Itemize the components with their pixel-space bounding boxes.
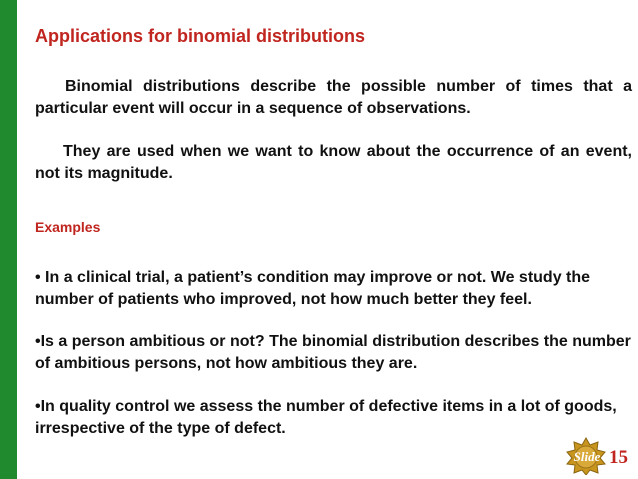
slide-title: Applications for binomial distributions xyxy=(35,26,366,46)
example-item-quality-control: •In quality control we assess the number of defective items in a lot of goods, irrespective of the type of defect. xyxy=(35,398,617,437)
example-item-clinical-trial: • In a clinical trial, a patient’s condition may improve or not. We study the number of patients who improved, not how much better they feel. xyxy=(35,269,591,308)
paragraph-usage: They are used when we want to know about the occurrence of an event, not its magnitude. xyxy=(35,143,632,182)
slide-badge-label: Slide xyxy=(573,449,601,464)
examples-heading: Examples xyxy=(35,219,101,235)
paragraph-definition: Binomial distributions describe the possible number of times that a particular event will occur in a sequence of observations. xyxy=(35,78,632,117)
slide-number: 15 xyxy=(609,447,628,468)
example-item-ambition: •Is a person ambitious or not? The binomial distribution describes the number of ambitious persons, not how ambitious they are. xyxy=(35,333,631,372)
left-accent-bar xyxy=(0,0,17,479)
